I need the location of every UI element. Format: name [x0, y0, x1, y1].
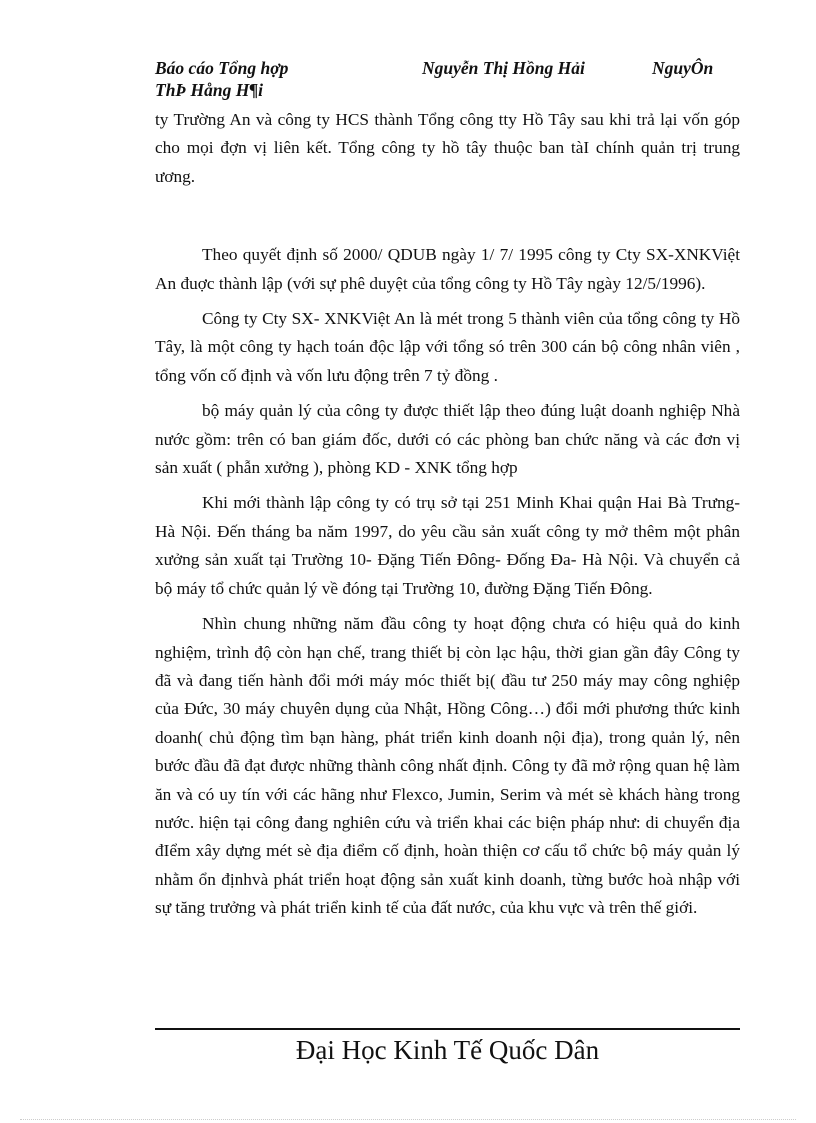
header-author-encoded-part1: NguyÔn — [652, 58, 714, 78]
paragraph-development: Nhìn chung những năm đầu công ty hoạt động chưa có hiệu quả do kinh nghiệm, trình độ còn hạn chế, trang thiết bị còn lạc hậu, thời gian gần đây Công ty đã và đang tiến hành đổi mới máy móc thiết bị( đầu tư 250 máy may công nghiệp của Đức, 30 máy chuyên dụng của Nhật, Hồng Công…) đổi mới phương thức kinh doanh( chủ động tìm bạn hàng, phát triển kinh doanh nội địa), trong quản lý, nên bước đầu đã đạt được những thành công nhất định. Công ty đã mở rộng quan hệ làm ăn và có uy tín với các hãng như Flexco, Jumin, Serim và mét sè khách hàng trong nước. hiện tại công đang nghiên cứu và triển khai các biện pháp như: di chuyển địa đIểm xây dựng mét sè địa điểm cố định, hoàn thiện cơ cấu tổ chức bộ máy quản lý nhằm ổn địnhvà phát triển hoạt động sản xuất kinh doanh, từng bước hoà nhập với sự tăng trưởng và phát triển kinh tế của đất nước, của khu vực và trên thế giới. — [155, 614, 740, 918]
paragraph-management-structure: bộ máy quản lý của công ty được thiết lập theo đúng luật doanh nghiệp Nhà nước gồm: trên có ban giám đốc, dưới có các phòng ban chức năng và các đơn vị sản xuất ( phẫn xưởng ), phòng KD - XNK tổng hợp — [155, 401, 740, 478]
header-report-title: Báo cáo Tổng hợp — [155, 58, 289, 78]
header-author-name: Nguyễn Thị Hồng Hải — [422, 58, 585, 78]
header-author-encoded-part2: ThÞ Hång H¶i — [155, 80, 263, 100]
footer-university-name: Đại Học Kinh Tế Quốc Dân — [295, 1035, 600, 1065]
paragraph-headquarters: Khi mới thành lập công ty có trụ sở tại 251 Minh Khai quận Hai Bà Trưng- Hà Nội. Đến tháng ba năm 1997, do yêu cầu sản xuất công ty mở thêm một phân xưởng sản xuất tại Trường 10- Đặng Tiến Đông- Đống Đa- Hà Nội. Và chuyển cả bộ máy tổ chức quản lý về đóng tại Trường 10, đường Đặng Tiến Đông. — [155, 493, 740, 598]
paragraph-continuation: ty Trường An và công ty HCS thành Tổng công tty Hồ Tây sau khi trả lại vốn góp cho mọi đợn vị liên kết. Tổng công ty hồ tây thuộc ban tàI chính quản trị trung ương. — [155, 110, 740, 186]
page-bottom-edge — [20, 1119, 796, 1120]
paragraph-establishment: Theo quyết định số 2000/ QDUB ngày 1/ 7/ 1995 công ty Cty SX-XNKViệt An đuợc thành lập (với sự phê duyệt của tổng công ty Hồ Tây ngày 12/5/1996). — [155, 245, 740, 293]
document-body — [155, 106, 740, 923]
paragraph-company-overview: Công ty Cty SX- XNKViệt An là mét trong 5 thành viên của tổng công ty Hồ Tây, là một công ty hạch toán độc lập với tổng só trên 300 cán bộ công nhân viên , tổng vốn cố định và vốn lưu động trên 7 tỷ đồng . — [155, 309, 740, 385]
footer-divider — [155, 1028, 740, 1030]
